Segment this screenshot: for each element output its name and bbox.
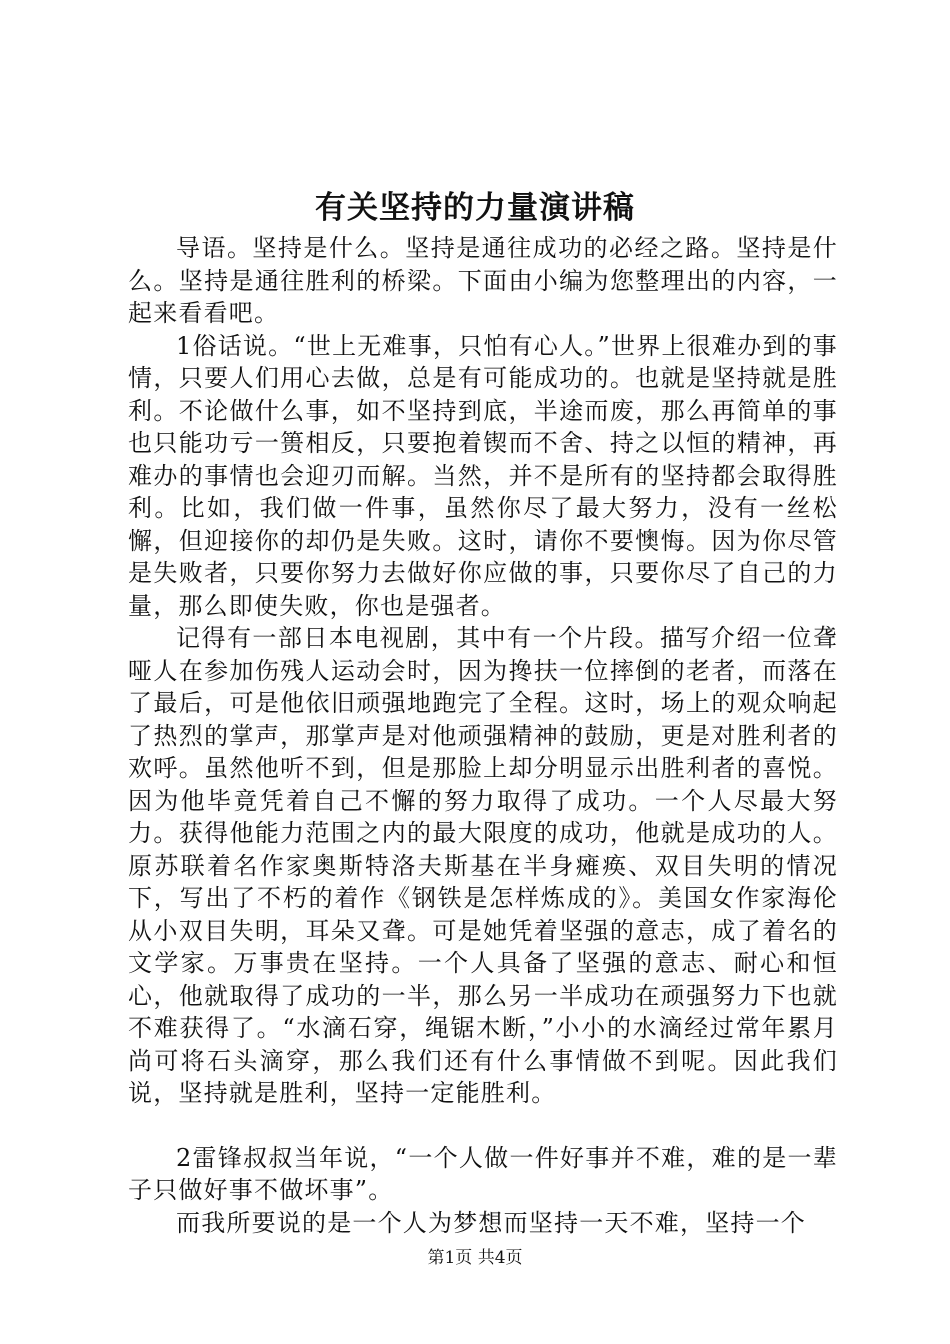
document-body <box>128 232 838 1239</box>
example-paragraph: 记得有一部日本电视剧，其中有一个片段。描写介绍一位聋哑人在参加伤残人运动会时，因为搀扶一位摔倒的老者，而落在了最后，可是他依旧顽强地跑完了全程。这时，场上的观众响起了热烈的掌声，那掌声是对他顽强精神的鼓励，更是对胜利者的欢呼。虽然他听不到，但是那脸上却分明显示出胜利者的喜悦。因为他毕竟凭着自己不懈的努力取得了成功。一个人尽最大努力。获得他能力范围之内的最大限度的成功，他就是成功的人。原苏联着名作家奥斯特洛夫斯基在半身瘫痪、双目失明的情况下，写出了不朽的着作《钢铁是怎样炼成的》。美国女作家海伦从小双目失明，耳朵又聋。可是她凭着坚强的意志，成了着名的文学家。万事贵在坚持。一个人具备了坚强的意志、耐心和恒心，他就取得了成功的一半，那么另一半成功在顽强努力下也就不难获得了。“水滴石穿，绳锯木断，”小小的水滴经过常年累月尚可将石头滴穿，那么我们还有什么事情做不到呢。因此我们说，坚持就是胜利，坚持一定能胜利。 <box>128 624 838 1107</box>
section-1-paragraph: 1俗话说。“世上无难事，只怕有心人。”世界上很难办到的事情，只要人们用心去做，总是有可能成功的。也就是坚持就是胜利。不论做什么事，如不坚持到底，半途而废，那么再简单的事也只能功亏一篑相反，只要抱着锲而不舍、持之以恒的精神，再难办的事情也会迎刃而解。当然，并不是所有的坚持都会取得胜利。比如，我们做一件事，虽然你尽了最大努力，没有一丝松懈，但迎接你的却仍是失败。这时，请你不要懊悔。因为你尽管是失败者，只要你努力去做好你应做的事，只要你尽了自己的力量，那么即使失败，你也是强者。 <box>128 331 838 620</box>
page-footer: 第1页 共4页 <box>427 1248 523 1268</box>
continuation-paragraph: 而我所要说的是一个人为梦想而坚持一天不难，坚持一个 <box>176 1208 806 1237</box>
intro-paragraph: 导语。坚持是什么。坚持是通往成功的必经之路。坚持是什么。坚持是通往胜利的桥梁。下面由小编为您整理出的内容，一起来看看吧。 <box>128 234 838 327</box>
document-title: 有关坚持的力量演讲稿 <box>315 190 635 226</box>
section-2-paragraph: 2雷锋叔叔当年说，“一个人做一件好事并不难，难的是一辈子只做好事不做坏事”。 <box>128 1143 838 1204</box>
